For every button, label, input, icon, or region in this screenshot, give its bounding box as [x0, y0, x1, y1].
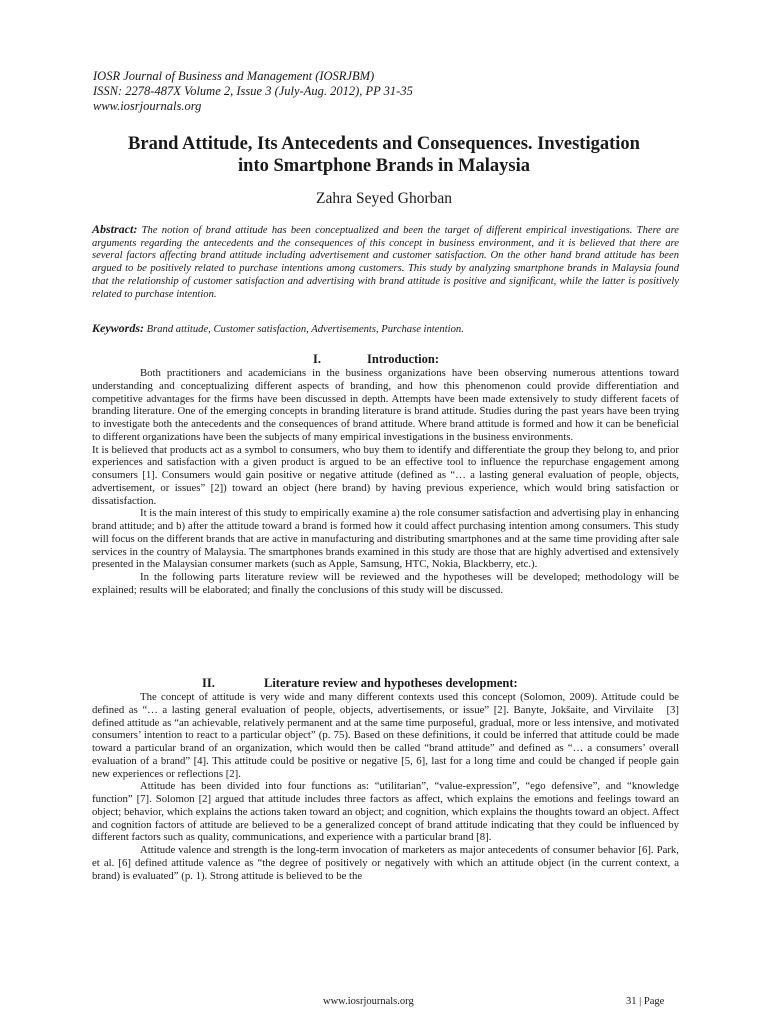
section-2-body [92, 691, 679, 882]
paper-title-line1: Brand Attitude, Its Antecedents and Consequences. Investigation [128, 134, 640, 154]
section-2-paragraph-2: Attitude has been divided into four functions as: “utilitarian”, “value-expression”, “ego defensive”, and “knowledge function” [7]. Solomon [2] argued that attitude includes three factors as affect, which explains the emotions and feelings toward an object; behavior, which explains the actions taken toward an object; and cognition, which explains the thoughts toward an object. Affect and cognition factors of attitude are believed to be a generalized concept of brand attitude indicating that they could be influenced by different factors such as quality, communications, and experience with a particular brand [8]. [92, 780, 679, 844]
section-1-paragraph-1: Both practitioners and academicians in the business organizations have been observing numerous attentions toward understanding and conceptualizing different aspects of branding, and how this phenomenon could provide differentiation and competitive advantages for the firms have been discussed in depth. Attempts have been made extensively to study different facets of branding literature. One of the emerging concepts in branding literature is brand attitude. Studies during the past years have been trying to investigate both the antecedents and the consequences of brand attitude. Where brand attitude is formed and how it can be beneficial to different organizations have been the subjects of many empirical investigations in the business environments. [92, 367, 679, 443]
journal-name: IOSR Journal of Business and Management (IOSRJBM) [93, 69, 375, 83]
paper-author: Zahra Seyed Ghorban [315, 190, 452, 207]
paper-title-line2: into Smartphone Brands in Malaysia [238, 156, 530, 176]
section-1-paragraph-3: It is the main interest of this study to empirically examine a) the role consumer satisfaction and advertising play in enhancing brand attitude; and b) after the attitude toward a brand is formed how it could affect purchasing intention among consumers. This study will focus on the different brands that are active in manufacturing and distributing smartphones and at the same time providing after sale services in the country of Malaysia. The smartphones brands examined in this study are those that are highly advertised and extensively presented in the Malaysian consumer markets (such as Apple, Samsung, HTC, Nokia, Blackberry, etc.). [92, 507, 679, 571]
section-1-paragraph-2: It is believed that products act as a symbol to consumers, who buy them to identify and differentiate the group they belong to, and prior experiences and satisfaction with a given product is argued to be an effective tool to influence the repurchase engagement among consumers [1]. Consumers would gain positive or negative attitude (defined as “… a lasting general evaluation of people, objects, advertisement, or issues” [2]) toward an object (here brand) by having previous experience, which would bring satisfaction or dissatisfaction. [92, 443, 679, 507]
section-2-paragraph-3: Attitude valence and strength is the long-term invocation of marketers as major antecedents of consumer behavior [6]. Park, et al. [6] defined attitude valence as “the degree of positively or negatively with which an attitude object (in the current context, a brand) is evaluated” (p. 1). Strong attitude is believed to be the [92, 844, 679, 882]
section-1-paragraph-4: In the following parts literature review will be reviewed and the hypotheses will be developed; methodology will be explained; results will be elaborated; and finally the conclusions of this study will be discussed. [92, 571, 679, 596]
section-1-body [92, 367, 679, 597]
footer-page-number: 31 | Page [626, 996, 665, 1007]
journal-url[interactable]: www.iosrjournals.org [93, 99, 202, 113]
abstract [92, 223, 679, 301]
journal-issn: ISSN: 2278-487X Volume 2, Issue 3 (July-Aug. 2012), PP 31-35 [93, 84, 413, 98]
section-2-paragraph-1: The concept of attitude is very wide and many different contexts used this concept (Solomon, 2009). Attitude could be defined as “… a lasting general evaluation of people, objects, advertisements, or issue” [2]. Banyte, Jokšaite, and Virvilaite  [3] defined attitude as “an achievable, relatively permanent and at the same time purposeful, gradual, more or less intensive, and motivated consumers’ intention to react to a particular object” (p. 75). Based on these definitions, it could be inferred that attitude could be made toward a particular brand of an organization, which would then be called “brand attitude” and defined as “… a consumers’ overall evaluation of a brand” [4]. This attitude could be positive or negative [5, 6], last for a long time and could be changed if people gain new experiences or reflections [2]. [92, 691, 679, 780]
section-1-title: Introduction: [367, 352, 440, 366]
keywords-label: Keywords: [92, 321, 144, 335]
keywords-text: Brand attitude, Customer satisfaction, Advertisements, Purchase intention. [146, 324, 464, 335]
section-2-number: II. [202, 676, 215, 690]
abstract-label: Abstract: [92, 222, 138, 236]
abstract-text: The notion of brand attitude has been conceptualized and been the target of different empirical investigations. There are arguments regarding the antecedents and the consequences of this concept in business environment, and it is believed that there are several factors affecting brand attitude including advertisement and customer satisfaction. On the other hand brand attitude has been argued to be positively related to purchase intentions among customers. This study by analyzing smartphone brands in Malaysia found that the relationship of customer satisfaction and advertising with brand attitude is positive and significant, while the latter is positively related to purchase intention. [92, 225, 679, 300]
section-2-title: Literature review and hypotheses development: [264, 676, 518, 690]
keywords [92, 322, 679, 336]
section-1-number: I. [313, 352, 321, 366]
footer-url[interactable]: www.iosrjournals.org [323, 996, 414, 1007]
paper-title [60, 133, 708, 177]
journal-header [93, 69, 413, 114]
